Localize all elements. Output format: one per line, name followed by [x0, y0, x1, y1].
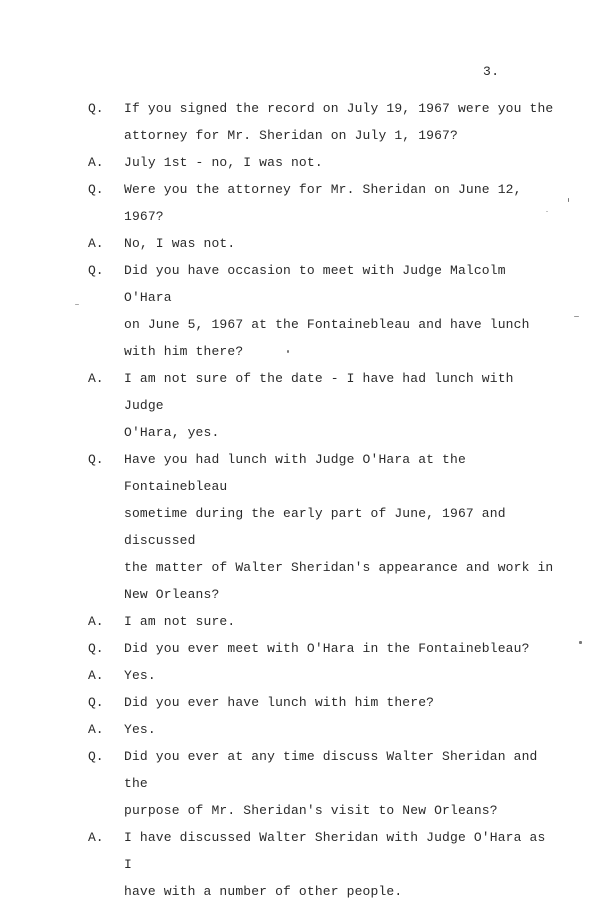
transcript-entry [0, 743, 612, 824]
transcript-entry [0, 635, 612, 662]
scan-speck [75, 304, 79, 305]
entry-text: Did you ever meet with O'Hara in the Fontainebleau? [124, 641, 530, 656]
entry-text: Did you ever have lunch with him there? [124, 695, 435, 710]
speaker-label: A. [88, 668, 104, 683]
entry-text: Did you have occasion to meet with Judge Malcolm O'Hara on June 5, 1967 at the Fontainebleau and have lunch with him there? [124, 263, 530, 359]
entry-text: Yes. [124, 722, 156, 737]
transcript-entry [0, 95, 612, 149]
speaker-label: Q. [88, 641, 104, 656]
entry-text: If you signed the record on July 19, 1967 were you the attorney for Mr. Sheridan on July 1, 1967? [124, 101, 554, 143]
speaker-label: A. [88, 236, 104, 251]
entry-text: Did you ever at any time discuss Walter Sheridan and the purpose of Mr. Sheridan's visit to New Orleans? [124, 749, 538, 818]
scan-speck [287, 350, 289, 353]
entry-text: Yes. [124, 668, 156, 683]
speaker-label: A. [88, 722, 104, 737]
entry-text: I am not sure. [124, 614, 236, 629]
transcript-entry [0, 824, 612, 905]
speaker-label: Q. [88, 749, 104, 764]
transcript-entry [0, 446, 612, 608]
transcript-entry [0, 230, 612, 257]
scan-speck [574, 316, 579, 317]
entry-text: July 1st - no, I was not. [124, 155, 323, 170]
transcript-body [0, 95, 612, 905]
speaker-label: Q. [88, 695, 104, 710]
speaker-label: A. [88, 371, 104, 386]
speaker-label: A. [88, 155, 104, 170]
speaker-label: Q. [88, 182, 104, 197]
transcript-entry [0, 176, 612, 230]
transcript-entry [0, 257, 612, 365]
transcript-entry [0, 149, 612, 176]
speaker-label: A. [88, 614, 104, 629]
transcript-entry [0, 716, 612, 743]
entry-text: I have discussed Walter Sheridan with Judge O'Hara as I have with a number of other people. [124, 830, 546, 899]
speaker-label: Q. [88, 452, 104, 467]
scan-speck [579, 641, 582, 644]
transcript-entry [0, 662, 612, 689]
entry-text: Were you the attorney for Mr. Sheridan on June 12, 1967? [124, 182, 522, 224]
speaker-label: Q. [88, 263, 104, 278]
entry-text: I am not sure of the date - I have had lunch with Judge O'Hara, yes. [124, 371, 514, 440]
speaker-label: Q. [88, 101, 104, 116]
scan-speck [568, 198, 569, 202]
entry-text: No, I was not. [124, 236, 236, 251]
transcript-entry [0, 689, 612, 716]
entry-text: Have you had lunch with Judge O'Hara at the Fontainebleau sometime during the early part of June, 1967 and discussed the matter of Walter Sheridan's appearance and work in New Orleans? [124, 452, 554, 602]
transcript-entry [0, 365, 612, 446]
page-number: 3. [483, 64, 500, 79]
transcript-entry [0, 608, 612, 635]
scan-speck [546, 211, 548, 212]
speaker-label: A. [88, 830, 104, 845]
